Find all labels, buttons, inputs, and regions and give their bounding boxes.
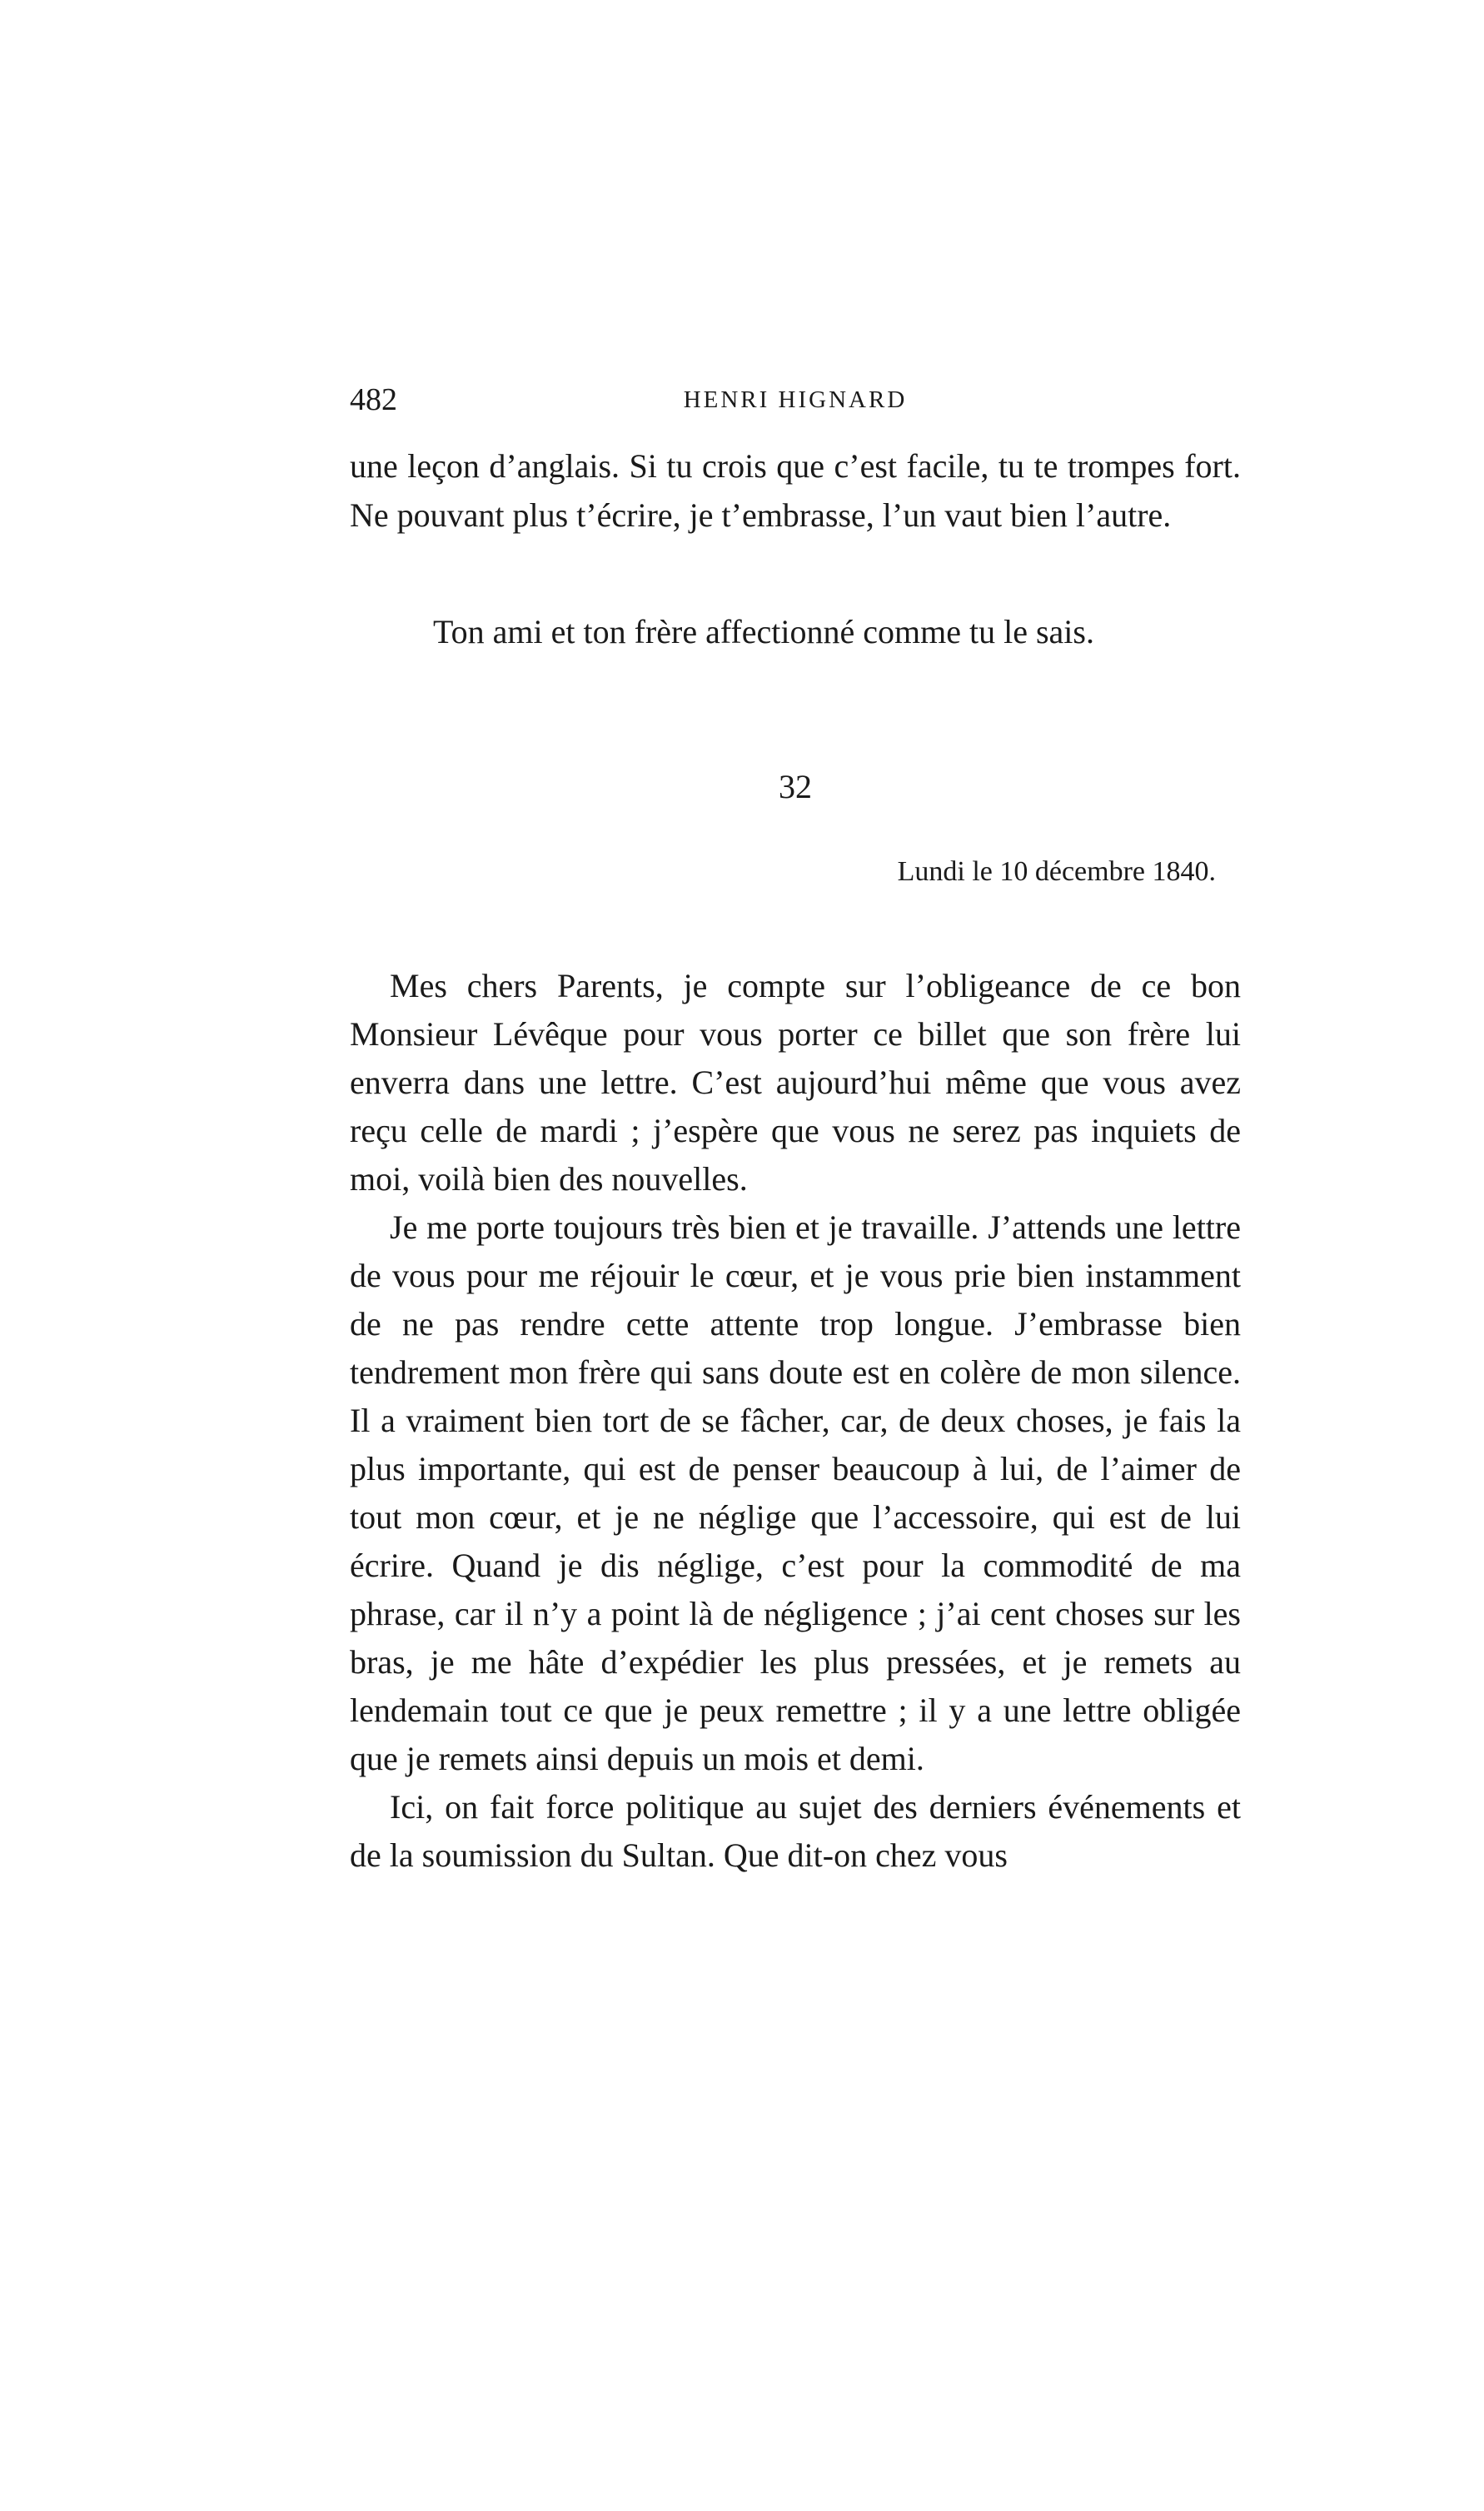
letter-dateline: Lundi le 10 décembre 1840.: [897, 856, 1216, 887]
letter-paragraph: Mes chers Parents, je compte sur l’obligeance de ce bon Monsieur Lévêque pour vous porter ce billet que son frère lui enverra dans une lettre. C’est aujourd’hui même que vous avez reçu celle de mardi ; j’espère que vous ne serez pas inquiets de moi, voilà bien des nouvelles.: [350, 967, 1241, 1198]
running-head: [350, 379, 1241, 421]
letter-paragraph: Je me porte toujours très bien et je travaille. J’attends une lettre de vous pour me réjouir le cœur, et je vous prie bien instamment de ne pas rendre cette attente trop longue. J’embrasse bien tendrement mon frère qui sans doute est en colère de mon silence. Il a vraiment bien tort de se fâcher, car, de deux choses, je fais la plus importante, qui est de penser beaucoup à lui, de l’aimer de tout mon cœur, et je ne néglige que l’accessoire, qui est de lui écrire. Quand je dis néglige, c’est pour la commodité de ma phrase, car il n’y a point là de négligence ; j’ai cent choses sur les bras, je me hâte d’expédier les plus pressées, et je remets au lendemain tout ce que je peux remettre ; il y a une lettre obligée que je remets ainsi depuis un mois et demi.: [350, 1208, 1241, 1777]
letter-paragraph: Ici, on fait force politique au sujet des derniers événements et de la soumission du Sultan. Que dit-on chez vous: [350, 1788, 1241, 1874]
carryover-paragraph: une leçon d’anglais. Si tu crois que c’est facile, tu te trompes fort. Ne pouvant plus t’écrire, je t’embrasse, l’un vaut bien l’autre.: [350, 447, 1241, 534]
letter-closing: Ton ami et ton frère affectionné comme tu le sais.: [433, 613, 1094, 650]
letter-body: [350, 962, 1241, 1880]
page-number: 482: [350, 382, 397, 417]
letter-number: 32: [779, 768, 812, 805]
running-title: HENRI HIGNARD: [683, 386, 908, 413]
